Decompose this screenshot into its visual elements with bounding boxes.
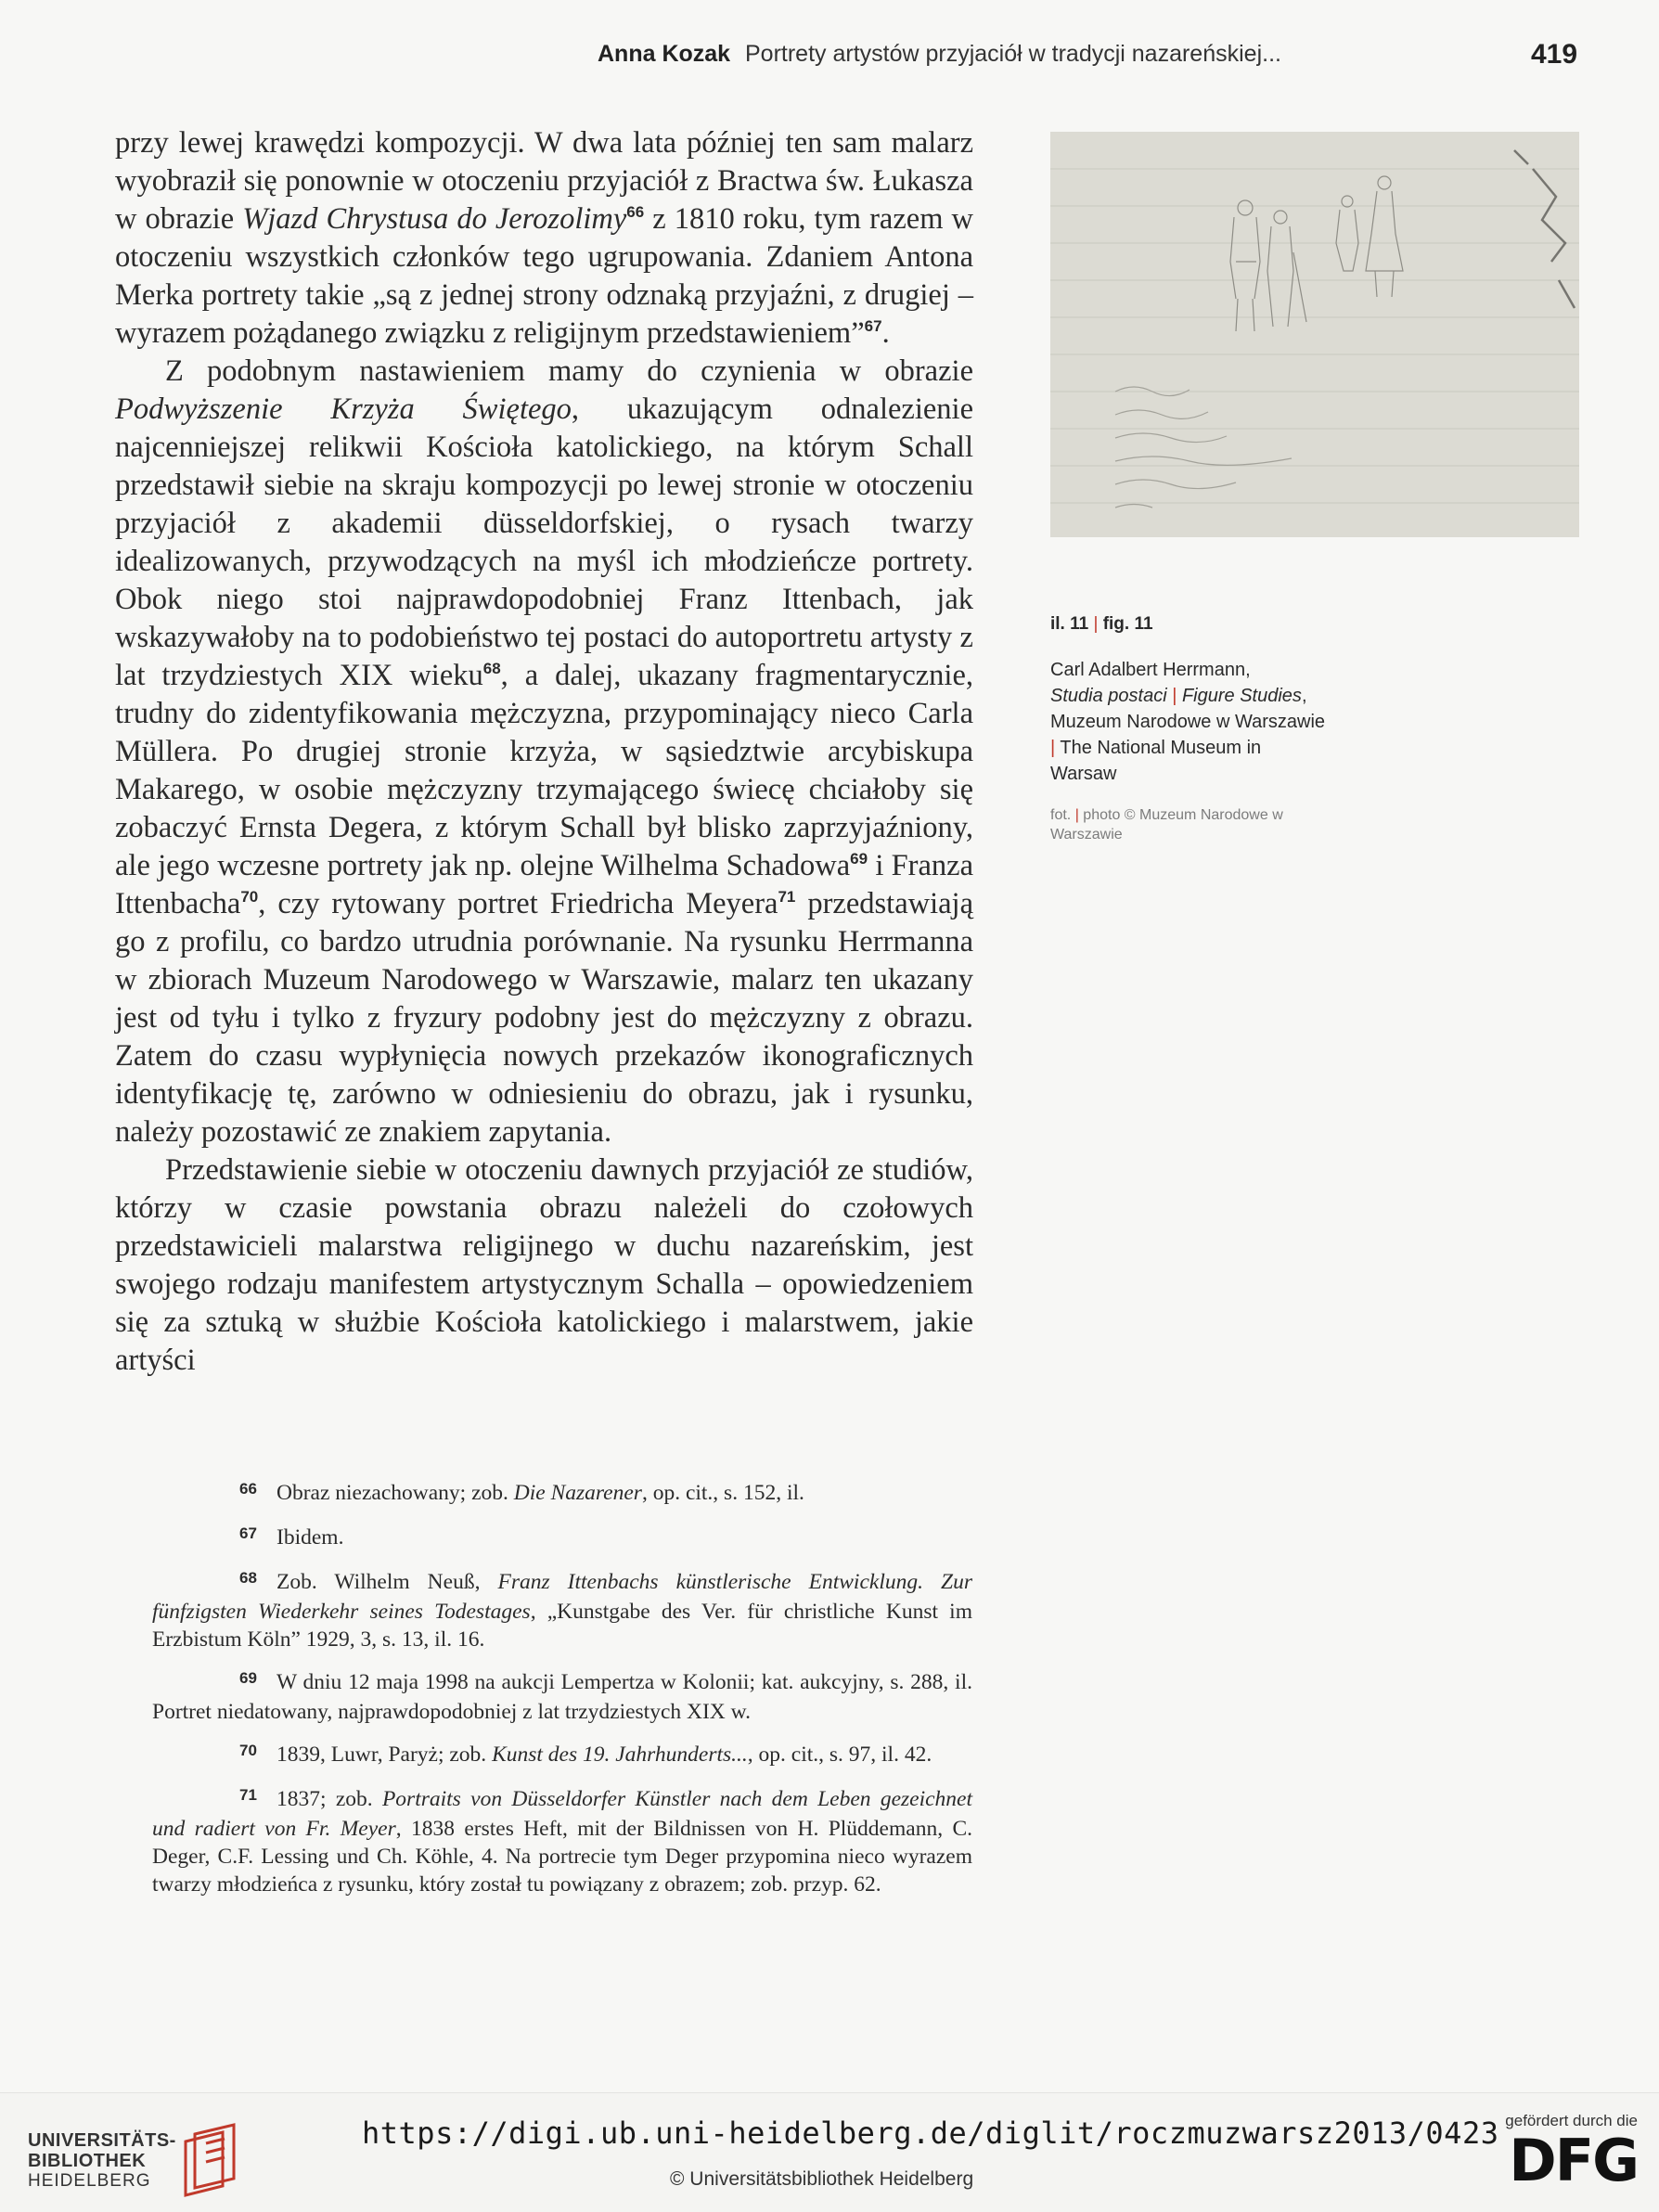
artwork-title: Podwyższenie Krzyża Świętego	[115, 392, 572, 426]
footnote-69: 69 W dniu 12 maja 1998 na aukcji Lempertza w Kolonii; kat. aukcyjny, s. 288, il. Portret niedatowany, najprawdopodobniej z lat trzydziestych XIX w.	[152, 1669, 972, 1724]
footnote-68: 68 Zob. Wilhelm Neuß, Franz Ittenbachs künstlerische Entwicklung. Zur fünfzigsten Wiederkehr seines Todestages, „Kunstgabe des Ver. für christliche Kunst im Erzbistum Köln” 1929, 3, s. 13, il. 16.	[152, 1569, 972, 1652]
library-name-line3: HEIDELBERG	[28, 2171, 151, 2191]
footnote-ref-70[interactable]: 70	[240, 888, 259, 906]
page-number: 419	[1531, 39, 1578, 70]
figure-caption	[1050, 612, 1329, 844]
footnote-66: 66 Obraz niezachowany; zob. Die Nazarener, op. cit., s. 152, il.	[239, 1480, 804, 1505]
footnote-ref-68[interactable]: 68	[482, 660, 501, 677]
running-header-title: Portrety artystów przyjaciół w tradycji nazareńskiej...	[745, 41, 1281, 67]
dfg-funding-badge[interactable]	[1475, 2112, 1638, 2205]
footnote-70: 70 1839, Luwr, Paryż; zob. Kunst des 19. Jahrhunderts..., op. cit., s. 97, il. 42.	[239, 1742, 932, 1767]
running-header	[0, 41, 1659, 78]
viewer-footer	[0, 2092, 1659, 2212]
university-library-logo[interactable]	[28, 2121, 251, 2199]
library-mark-icon	[167, 2121, 251, 2199]
running-header-author: Anna Kozak	[598, 41, 731, 67]
sketch-drawing	[1050, 132, 1579, 537]
footnote-ref-66[interactable]: 66	[626, 203, 645, 221]
figure-sketch-image	[1050, 132, 1579, 537]
footnote-ref-71[interactable]: 71	[778, 888, 796, 906]
dfg-logo: DFG	[1509, 2127, 1638, 2194]
footnote-ref-67[interactable]: 67	[864, 317, 882, 335]
footnote-ref-69[interactable]: 69	[850, 850, 868, 868]
artwork-title: Wjazd Chrystusa do Jerozolimy	[242, 202, 627, 236]
copyright-notice: © Universitätsbibliothek Heidelberg	[670, 2168, 974, 2190]
library-name-line2: BIBLIOTHEK	[28, 2151, 147, 2171]
footnote-67: 67 Ibidem.	[239, 1524, 344, 1550]
figure-label: il. 11 | fig. 11	[1050, 614, 1153, 634]
footnotes	[152, 1479, 972, 1913]
dfg-caption: gefördert durch die	[1505, 2112, 1638, 2129]
permalink-url[interactable]: https://digi.ub.uni-heidelberg.de/diglit/roczmuzwarsz2013/0423	[362, 2116, 1499, 2151]
photo-credit: fot. | photo © Muzeum Narodowe w Warszawie	[1050, 807, 1283, 842]
footnote-71: 71 1837; zob. Portraits von Düsseldorfer Künstler nach dem Leben gezeichnet und radiert von Fr. Meyer, 1838 erstes Heft, mit der Bildnissen von H. Plüddemann, C. Deger, C.F. Lessing und Ch. Köhle, 4. Na portrecie tym Deger przypomina nieco wyrazem twarzy młodzieńca z rysunku, który został tu powiązany z obrazem; zob. przyp. 62.	[152, 1786, 972, 1897]
paragraph-1: przy lewej krawędzi kompozycji. W dwa lata później ten sam malarz wyobraził się ponownie w otoczeniu przyjaciół z Bractwa św. Łukasza w obrazie Wjazd Chrystusa do Jerozolimy$^{66}$ z 1810 roku, tym razem w otoczeniu wszystkich członków tego ugrupowania. Zdaniem Antona Merka portrety takie „są z jednej strony odznaką przyjaźni, z drugiej – wyrazem pożądanego związku z religijnym przedstawieniem”$^{67}$.	[115, 126, 973, 350]
paragraph-3: Przedstawienie siebie w otoczeniu dawnych przyjaciół ze studiów, którzy w czasie powstania obrazu należeli do czołowych przedstawicieli malarstwa religijnego w duchu nazareńskim, jest swojego rodzaju manifestem artystycznym Schalla – opowiedzeniem się za sztuką w służbie Kościoła katolickiego i malarstwem, jakie artyści	[115, 1153, 973, 1377]
body-text	[115, 124, 973, 1380]
paragraph-2: Z podobnym nastawieniem mamy do czynienia w obrazie Podwyższenie Krzyża Świętego, ukazującym odnalezienie najcenniejszej relikwii Kościoła katolickiego, na którym Schall przedstawił siebie na skraju kompozycji po lewej stronie w otoczeniu przyjaciół z akademii düsseldorfskiej, o rysach twarzy idealizowanych, przywodzących na myśl ich młodzieńcze portrety. Obok niego stoi najprawdopodobniej Franz Ittenbach, jak wskazywałoby na to podobieństwo tej postaci do autoportretu artysty z lat trzydziestych XIX wieku$^{68}$, a dalej, ukazany fragmentarycznie, trudny do zidentyfikowania mężczyzna, przypominający nieco Carla Müllera. Po drugiej stronie krzyża, w sąsiedztwie arcybiskupa Makarego, w osobie mężczyzny trzymającego świecę chciałoby się zobaczyć Ernsta Degera, z którym Schall był blisko zaprzyjaźniony, ale jego wczesne portrety jak np. olejne Wilhelma Schadowa$^{69}$ i Franza Ittenbacha$^{70}$, czy rytowany portret Friedricha Meyera$^{71}$ przedstawiają go z profilu, co bardzo utrudnia porównanie. Na rysunku Herrmanna w zbiorach Muzeum Narodowego w Warszawie, malarz ten ukazany jest od tyłu i tylko z fryzury podobny jest do mężczyzny z obrazu. Zatem do czasu wypłynięcia nowych przekazów ikonograficznych identyfikację tę, zarówno w odniesieniu do obrazu, jak i rysunku, należy pozostawić ze znakiem zapytania.	[115, 354, 974, 1149]
library-name-line1: UNIVERSITÄTS-	[28, 2130, 176, 2151]
figure-description: Carl Adalbert Herrmann, Studia postaci | Figure Studies, Muzeum Narodowe w Warszawie | The National Museum in Warsaw	[1050, 660, 1326, 784]
